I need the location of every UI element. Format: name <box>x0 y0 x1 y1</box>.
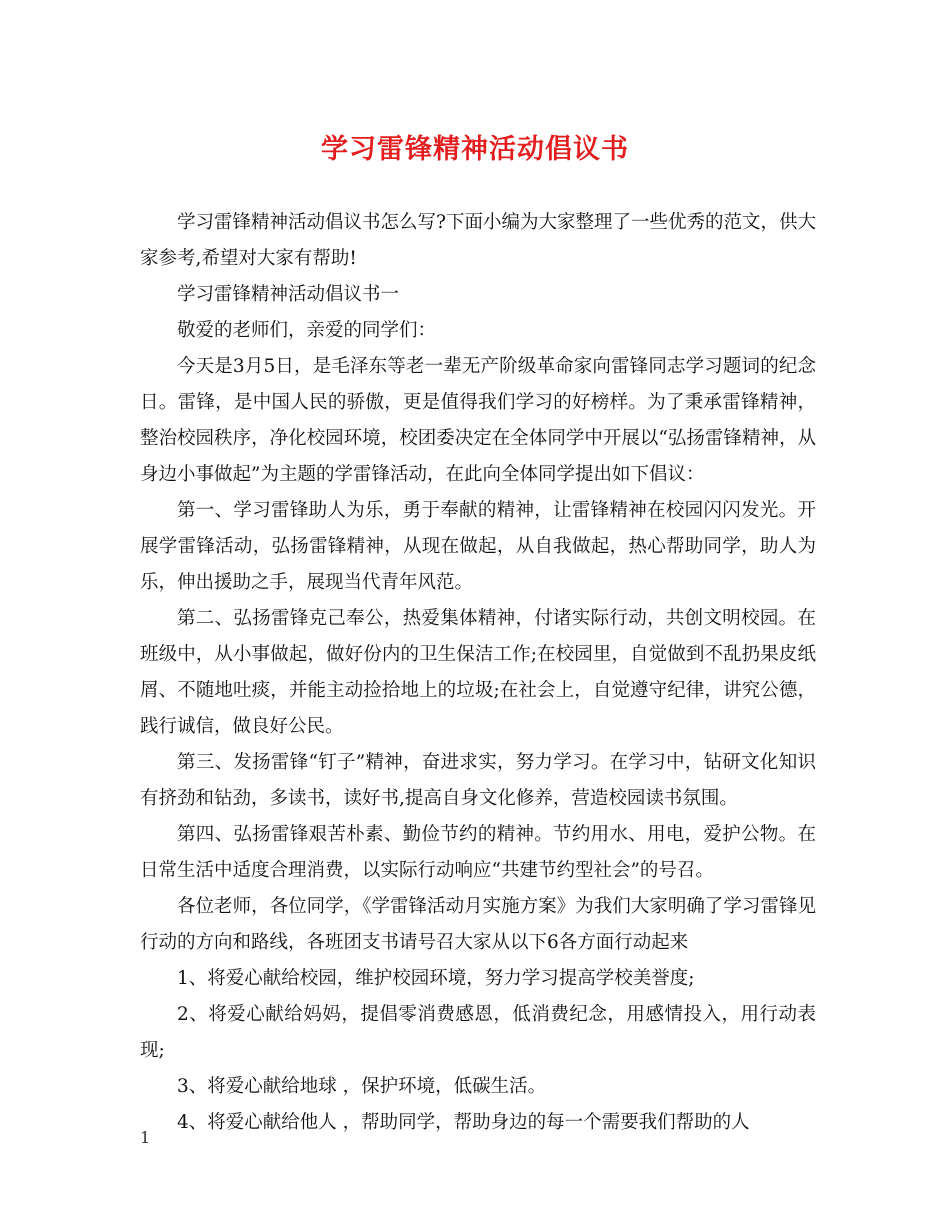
document-title: 学习雷锋精神活动倡议书 <box>321 134 629 165</box>
document-body <box>140 205 816 1141</box>
section-heading: 学习雷锋精神活动倡议书一 <box>177 284 400 305</box>
proposal-fourth: 第四、弘扬雷锋艰苦朴素、勤俭节约的精神。节约用水、用电，爱护公物。在日常生活中适度合理消费，以实际行动响应“共建节约型社会”的号召。 <box>140 824 816 881</box>
proposal-first: 第一、学习雷锋助人为乐，勇于奉献的精神，让雷锋精神在校园闪闪发光。开展学雷锋活动，弘扬雷锋精神，从现在做起，从自我做起，热心帮助同学，助人为乐，伸出援助之手，展现当代青年风范。 <box>140 500 816 593</box>
call-to-action-paragraph: 各位老师，各位同学，《学雷锋活动月实施方案》为我们大家明确了学习雷锋见行动的方向和路线，各班团支书请号召大家从以下6各方面行动起来 <box>140 896 816 953</box>
list-item: 3、将爱心献给地球 ，保护环境，低碳生活。 <box>177 1076 547 1097</box>
list-item: 2、将爱心献给妈妈，提倡零消费感恩，低消费纪念，用感情投入，用行动表现; <box>140 1004 816 1061</box>
intro-paragraph: 学习雷锋精神活动倡议书怎么写?下面小编为大家整理了一些优秀的范文，供大家参考,希望对大家有帮助! <box>140 212 816 269</box>
proposal-second: 第二、弘扬雷锋克己奉公，热爱集体精神，付诸实际行动，共创文明校园。在班级中，从小事做起，做好份内的卫生保洁工作;在校园里，自觉做到不乱扔果皮纸屑、不随地吐痰，并能主动捡拾地上的垃圾;在社会上，自觉遵守纪律，讲究公德，践行诚信，做良好公民。 <box>140 608 816 737</box>
proposal-third: 第三、发扬雷锋“钉子”精神，奋进求实，努力学习。在学习中，钻研文化知识有挤劲和钻劲，多读书，读好书,提高自身文化修养，营造校园读书氛围。 <box>140 752 816 809</box>
salutation: 敬爱的老师们，亲爱的同学们： <box>177 320 437 341</box>
page-number: 1 <box>140 1128 151 1147</box>
list-item: 4、将爱心献给他人 ，帮助同学，帮助身边的每一个需要我们帮助的人 <box>177 1112 750 1133</box>
opening-paragraph: 今天是3月5日，是毛泽东等老一辈无产阶级革命家向雷锋同志学习题词的纪念日。雷锋，是中国人民的骄傲，更是值得我们学习的好榜样。为了秉承雷锋精神，整治校园秩序，净化校园环境，校团委决定在全体同学中开展以“弘扬雷锋精神，从身边小事做起”为主题的学雷锋活动，在此向全体同学提出如下倡议： <box>140 356 816 485</box>
list-item: 1、将爱心献给校园，维护校园环境，努力学习提高学校美誉度; <box>177 968 695 989</box>
